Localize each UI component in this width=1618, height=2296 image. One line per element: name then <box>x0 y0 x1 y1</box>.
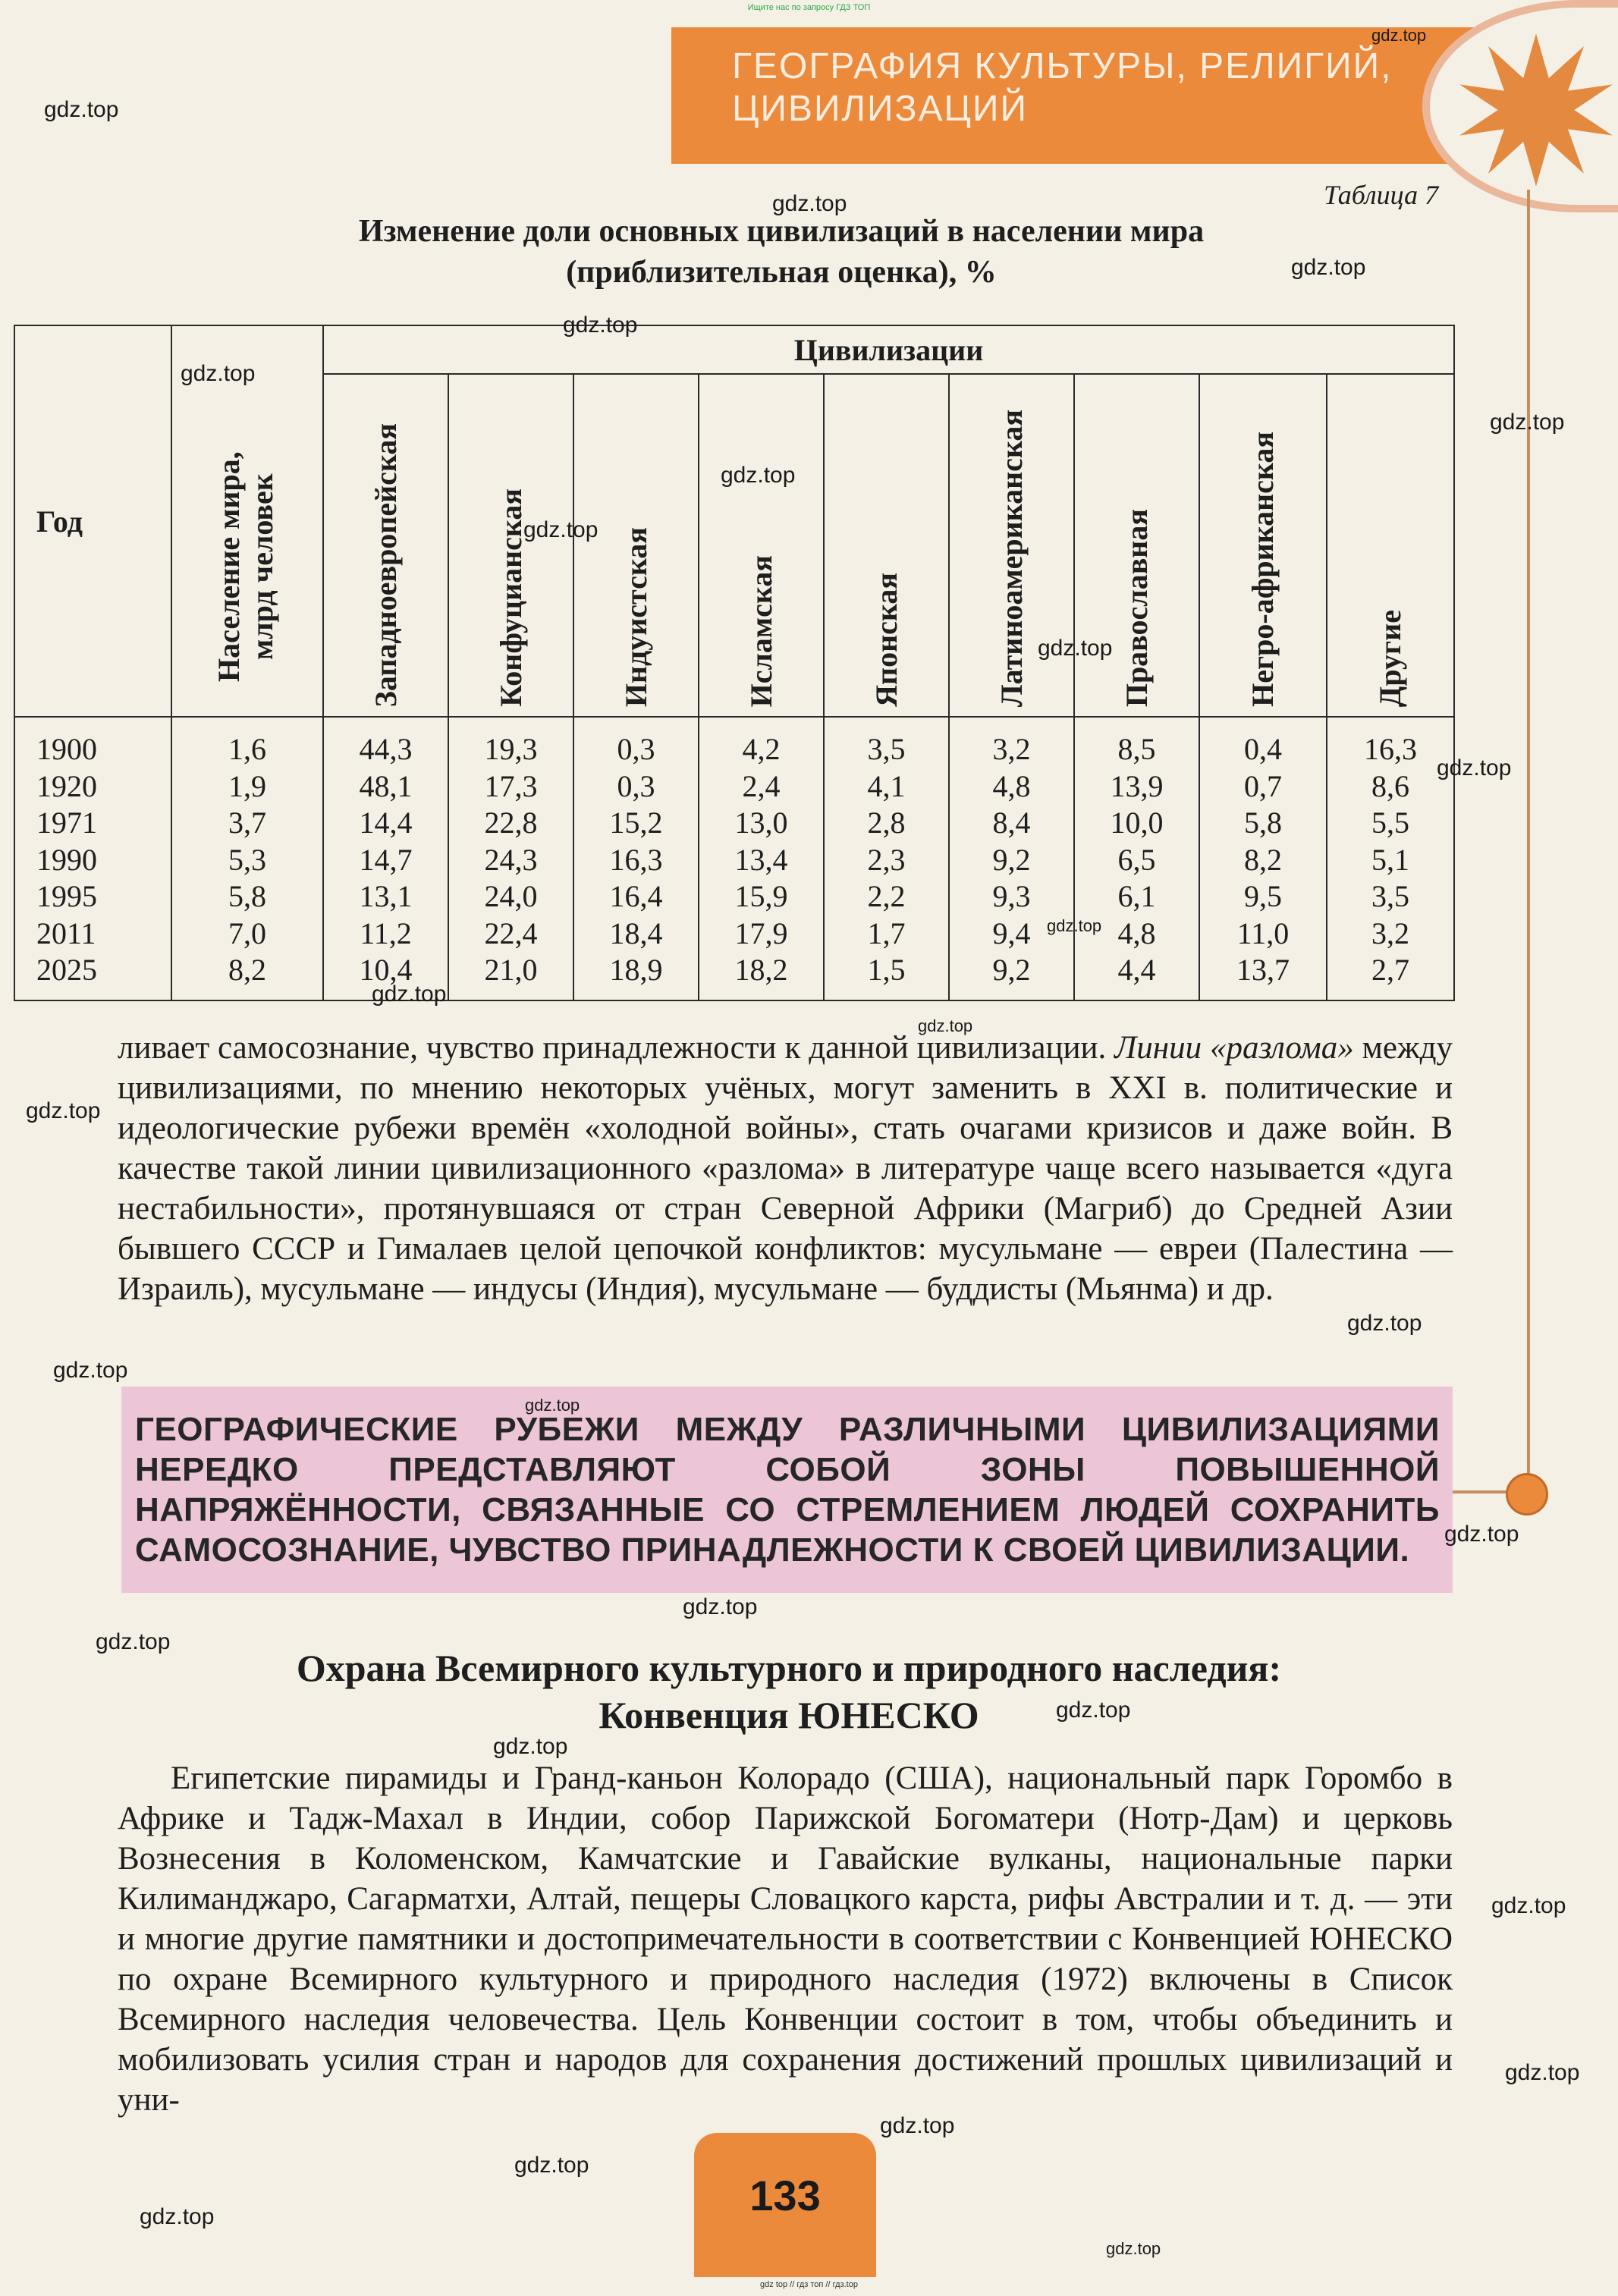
civ-column: 8,5 13,9 10,0 6,5 6,1 4,8 4,4 <box>1074 717 1199 1000</box>
watermark: gdz.top <box>493 1734 568 1759</box>
watermark: gdz.top <box>772 191 847 216</box>
para1-part-b: между цивилизациями, по мнению некоторых учёных, могут заменить в XXI в. политические и идеологические рубежи времён «холодной войны», стать очагами кризисов и даже войн. В качестве такой линии цивилизационного «разлома» в литературе чаще всего называется «дуга нестабильности», протянувшаяся от стран Северной Африки (Магриб) до Средней Азии бывшего СССР и Гималаев целой цепочкой конфликтов: мусульмане — евреи (Палестина — Израиль), мусульмане — индусы (Индия), мусульмане — буддисты (Мьянма) и др. <box>118 1030 1453 1307</box>
watermark: gdz.top <box>1437 755 1512 781</box>
watermark: gdz.top <box>1347 1311 1422 1336</box>
watermark: gdz.top <box>1291 255 1366 280</box>
section-title-line2: Конвенция ЮНЕСКО <box>599 1694 979 1736</box>
table-title-line1: Изменение доли основных цивилизаций в населении мира <box>358 214 1205 249</box>
paragraph-fault-lines <box>118 1028 1453 1309</box>
watermark: gdz.top <box>1505 2060 1580 2085</box>
watermark: gdz.top <box>53 1358 128 1383</box>
chapter-title <box>732 46 1393 130</box>
chapter-title-line1: ГЕОГРАФИЯ КУЛЬТУРЫ, РЕЛИГИЙ, <box>732 46 1393 86</box>
population-column: 1,6 1,9 3,7 5,3 5,8 7,0 8,2 <box>171 717 323 1000</box>
bottom-note: gdz top // гдз топ // гдз.top <box>760 2280 858 2289</box>
col-header-population: Население мира, млрд человек <box>171 325 323 717</box>
page-number: 133 <box>749 2172 821 2219</box>
col-header-civ: Западноевропейская <box>323 374 448 717</box>
civ-column: 3,2 4,8 8,4 9,2 9,3 9,4 9,2 <box>949 717 1074 1000</box>
decor-dot-icon <box>1506 1473 1548 1515</box>
watermark: gdz.top <box>721 463 796 488</box>
watermark: gdz.top <box>683 1594 758 1619</box>
civ-column: 3,5 4,1 2,8 2,3 2,2 1,7 1,5 <box>824 717 949 1000</box>
col-header-civ: Негро-африканская <box>1199 374 1327 717</box>
chapter-title-line2: ЦИВИЛИЗАЦИЙ <box>732 89 1029 129</box>
table-title-line2: (приблизительная оценка), % <box>566 255 997 290</box>
watermark: gdz.top <box>96 1629 171 1654</box>
top-note: Ищите нас по запросу ГДЗ ТОП <box>747 3 871 12</box>
star-icon <box>1456 30 1616 190</box>
col-header-civ: Латиноамериканская <box>949 374 1074 717</box>
watermark: gdz.top <box>1371 26 1427 45</box>
watermark: gdz.top <box>514 2153 589 2178</box>
watermark: gdz.top <box>523 517 599 542</box>
para1-term: Линии «разлома» <box>1114 1030 1354 1066</box>
col-header-civ: Японская <box>824 374 949 717</box>
watermark: gdz.top <box>918 1016 973 1035</box>
watermark: gdz.top <box>1490 410 1565 435</box>
watermark: gdz.top <box>1491 1893 1566 1918</box>
table-number: Таблица 7 <box>1324 180 1439 210</box>
watermark: gdz.top <box>372 982 447 1007</box>
paragraph-unesco: Египетские пирамиды и Гранд-каньон Колорадо (США), национальный парк Горомбо в Африке и Тадж-Махал в Индии, собор Парижской Богоматери (Нотр-Дам) и церковь Вознесения в Коломенском, Камчатские и Гавайские вулканы, национальные парки Килиманджаро, Сагарматхи, Алтай, пещеры Словацкого карста, рифы Австралии и т. д. — эти и многие другие памятники и достопримечательности в соответствии с Конвенцией ЮНЕСКО по охране Всемирного культурного и природного наследия (1972) включены в Список Всемирного наследия человечества. Цель Конвенции состоит в том, чтобы объединить и мобилизовать усилия стран и народов для сохранения достижений прошлых цивилизаций и уни- <box>118 1760 1453 2118</box>
highlight-text: ГЕОГРАФИЧЕСКИЕ РУБЕЖИ МЕЖДУ РАЗЛИЧНЫМИ ЦИВИЛИЗАЦИЯМИ НЕРЕДКО ПРЕДСТАВЛЯЮТ СОБОЙ ЗОНЫ ПОВЫШЕННОЙ НАПРЯЖЁННОСТИ, СВЯЗАННЫЕ СО СТРЕМЛЕНИЕМ ЛЮДЕЙ СОХРАНИТЬ САМОСОЗНАНИЕ, ЧУВСТВО ПРИНАДЛЕЖНОСТИ К СВОЕЙ ЦИВИЛИЗАЦИИ. <box>135 1411 1440 1569</box>
col-header-group: Цивилизации <box>323 325 1454 374</box>
civilizations-table <box>14 325 1455 1001</box>
col-header-civ: Православная <box>1074 374 1199 717</box>
watermark: gdz.top <box>1047 916 1102 935</box>
watermark: gdz.top <box>1056 1698 1131 1723</box>
civ-column: 16,3 8,6 5,5 5,1 3,5 3,2 2,7 <box>1327 717 1454 1000</box>
table-data-row <box>14 717 1454 1000</box>
para1-part-a: ливает самосознание, чувство принадлежности к данной цивилизации. <box>118 1030 1115 1066</box>
col-header-civ: Другие <box>1327 374 1454 717</box>
watermark: gdz.top <box>525 1396 580 1415</box>
watermark: gdz.top <box>563 313 638 338</box>
watermark: gdz.top <box>44 97 119 122</box>
civ-column: 4,2 2,4 13,0 13,4 15,9 17,9 18,2 <box>699 717 824 1000</box>
col-header-civ: Исламская <box>699 374 824 717</box>
decor-vertical-line <box>1527 190 1530 1494</box>
col-header-year: Год <box>14 325 171 717</box>
section-title-line1: Охрана Всемирного культурного и природного наследия: <box>296 1647 1282 1689</box>
civ-column: 44,3 48,1 14,4 14,7 13,1 11,2 10,4 <box>323 717 448 1000</box>
years-column: 1900 1920 1971 1990 1995 2011 2025 <box>14 717 171 1000</box>
col-header-civ: Конфуцианская <box>448 374 573 717</box>
watermark: gdz.top <box>1038 636 1113 661</box>
watermark: gdz.top <box>1444 1522 1519 1547</box>
civ-column: 0,3 0,3 15,2 16,3 16,4 18,4 18,9 <box>573 717 699 1000</box>
watermark: gdz.top <box>140 2204 215 2229</box>
section-title <box>121 1644 1456 1738</box>
watermark: gdz.top <box>181 361 256 386</box>
col-header-civ: Индуистская <box>573 374 699 717</box>
civ-column: 19,3 17,3 22,8 24,3 24,0 22,4 21,0 <box>448 717 573 1000</box>
civ-column: 0,4 0,7 5,8 8,2 9,5 11,0 13,7 <box>1199 717 1327 1000</box>
table-title <box>174 211 1388 293</box>
watermark: gdz.top <box>880 2113 955 2138</box>
watermark: gdz.top <box>26 1098 101 1123</box>
watermark: gdz.top <box>1106 2239 1161 2258</box>
